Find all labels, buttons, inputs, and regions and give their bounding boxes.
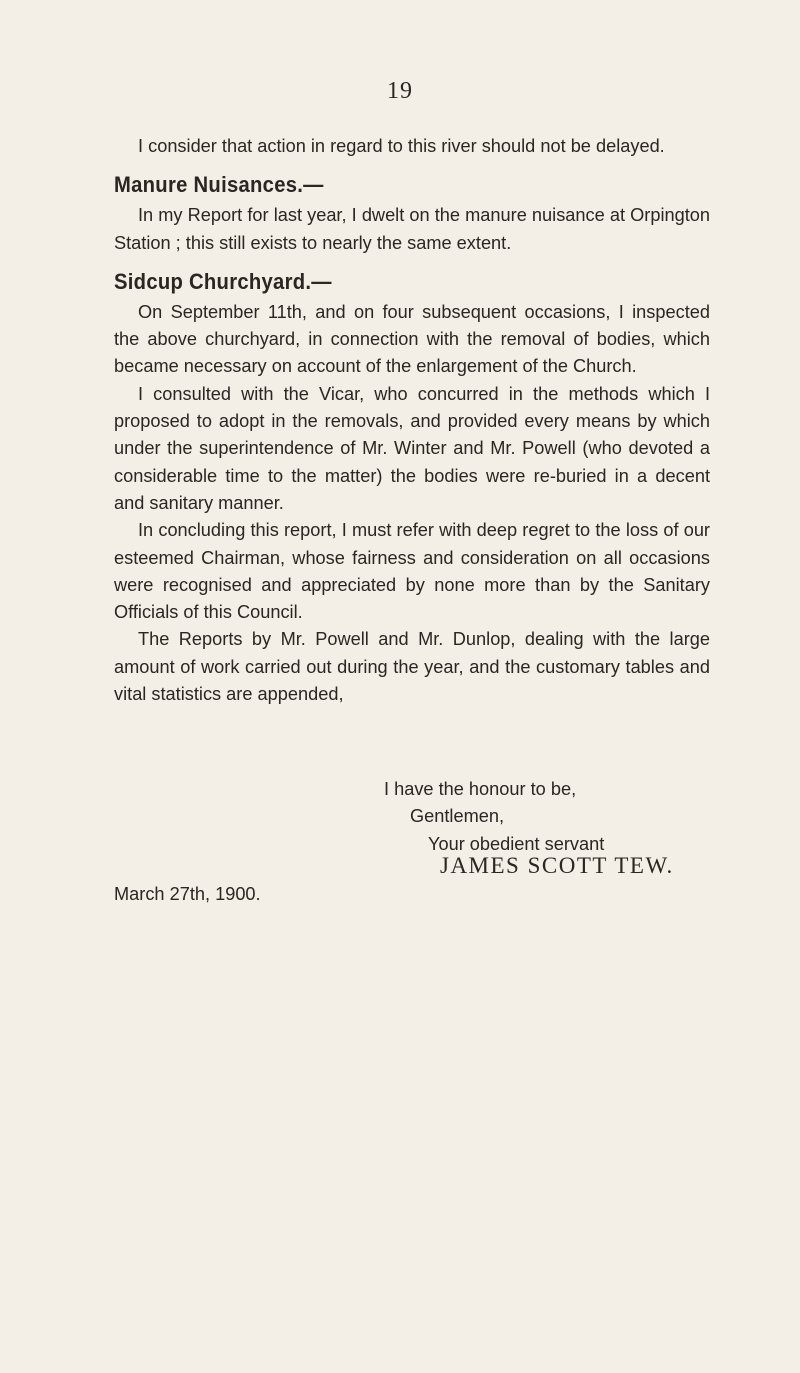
closing-salutation: [384, 776, 604, 858]
sidcup-paragraph-4: The Reports by Mr. Powell and Mr. Dunlop, dealing with the large amount of work carried out during the year, and the customary tables and vital statistics are appended,: [114, 629, 710, 705]
manure-paragraph: In my Report for last year, I dwelt on the manure nuisance at Orpington Station ; this still exists to nearly the same extent.: [114, 205, 710, 253]
report-date: March 27th, 1900.: [114, 884, 261, 904]
report-body: [114, 133, 710, 708]
closing-line-1: I have the honour to be,: [384, 779, 577, 799]
sidcup-paragraph-2: I consulted with the Vicar, who concurred in the methods which I proposed to adopt in the removals, and provided every means by which under the superintendence of Mr. Winter and Mr. Powell (who devoted a considerable time to the matter) the bodies were re-buried in a decent and sanitary manner.: [114, 383, 710, 513]
sidcup-churchyard-heading: Sidcup Churchyard.—: [114, 268, 332, 294]
intro-paragraph: I consider that action in regard to this river should not be delayed.: [138, 136, 665, 156]
page-number: 19: [387, 78, 413, 104]
signature: JAMES SCOTT TEW.: [440, 853, 674, 878]
closing-line-3: Your obedient servant: [428, 833, 605, 854]
sidcup-paragraph-1: On September 11th, and on four subsequent occasions, I inspected the above churchyard, in connection with the removal of bodies, which became necessary on account of the enlargement of the Church.: [114, 301, 710, 377]
manure-nuisances-heading: Manure Nuisances.—: [114, 172, 324, 198]
closing-line-2: Gentlemen,: [410, 806, 505, 827]
sidcup-paragraph-3: In concluding this report, I must refer with deep regret to the loss of our esteemed Chairman, whose fairness and consideration on all occasions were recognised and appreciated by none more than by the Sanitary Officials of this Council.: [114, 520, 710, 623]
